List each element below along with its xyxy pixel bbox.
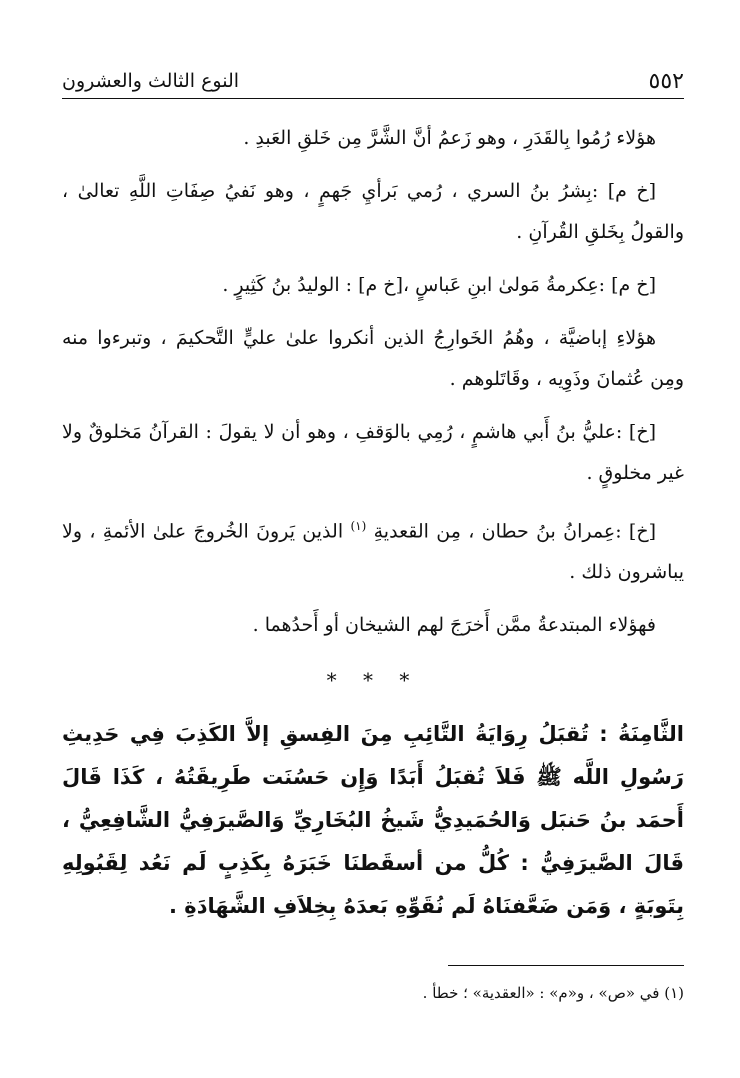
paragraph: [خ م] :بِشرُ بنُ السري ، رُمي بَرأيِ جَهمٍ ، وهو نَفيُ صِفَاتِ اللَّهِ تعالىٰ ، والقولُ بِخَلقِ القُرآنِ . bbox=[62, 180, 684, 243]
main-text bbox=[62, 118, 684, 940]
paragraph-part: الذين يَرونَ الخُروجَ علىٰ الأئمةِ ، ولا يباشرون ذلك . bbox=[62, 520, 684, 584]
footnote-marker: (١) bbox=[350, 519, 367, 533]
rule-text: الثَّامِنَةُ : تُقبَلُ رِوَايَةُ التَّائِبِ مِنَ الفِسقِ إلاَّ الكَذِبَ فِي حَدِيثِ رَسُولِ اللَّه ﷺ فَلاَ تُقبَلُ أَبَدًا وَإِن حَسُنَت طَرِيقَتُهُ ، كَذَا قَالَ أَحمَد بنُ حَنبَل وَالحُمَيدِيُّ شَيخُ البُخَارِيِّ وَالصَّيرَفِيُّ الشَّافِعِيُّ ، قَالَ الصَّيرَفِيُّ : كُلُّ من أسقَطنَا خَبَرَهُ بِكَذِبٍ لَم نَعُد لِقَبُولِهِ بِتَوبَةٍ ، وَمَن ضَعَّفنَاهُ لَم نُقَوِّهِ بَعدَهُ بِخِلاَفِ الشَّهَادَةِ . bbox=[62, 722, 684, 919]
paragraph: [خ] :عليُّ بنُ أَبي هاشمٍ ، رُمِي بالوَقفِ ، وهو أن لا يقولَ : القرآنُ مَخلوقٌ ولا غير مخلوقٍ . bbox=[62, 421, 684, 484]
chapter-title: النوع الثالث والعشرون bbox=[62, 70, 240, 92]
paragraph bbox=[62, 506, 684, 593]
paragraph: هؤلاءِ إباضيَّة ، وهُمُ الخَوارِجُ الذين أنكروا علىٰ عليٍّ التَّحكيمَ ، وتبرءوا منه ومِن عُثمانَ وذَوِيه ، وقَاتَلوهم . bbox=[62, 327, 684, 390]
paragraph-part: [خ] :عِمرانُ بنُ حطان ، مِن القعديةِ bbox=[373, 520, 657, 543]
page-number: ٥٥٢ bbox=[648, 69, 684, 94]
footnote: (١) في «ص» ، و«م» : «العقدية» ؛ خطأ . bbox=[422, 984, 684, 1002]
paragraph: هؤلاء رُمُوا بِالقَدَرِ ، وهو زَعمُ أنَّ الشَّرَّ مِن خَلقِ العَبدِ . bbox=[243, 127, 656, 149]
paragraph: فهؤلاء المبتدعةُ ممَّن أَخرَجَ لهم الشيخان أو أَحدُهما . bbox=[252, 614, 656, 637]
section-separator: * * * bbox=[326, 668, 420, 693]
page-header bbox=[62, 62, 684, 99]
paragraph: [خ م] :عِكرمةُ مَولىٰ ابنِ عَباسٍ ،[خ م] : الوليدُ بنُ كَثِيرٍ . bbox=[222, 274, 656, 296]
footnote-divider bbox=[448, 965, 684, 966]
